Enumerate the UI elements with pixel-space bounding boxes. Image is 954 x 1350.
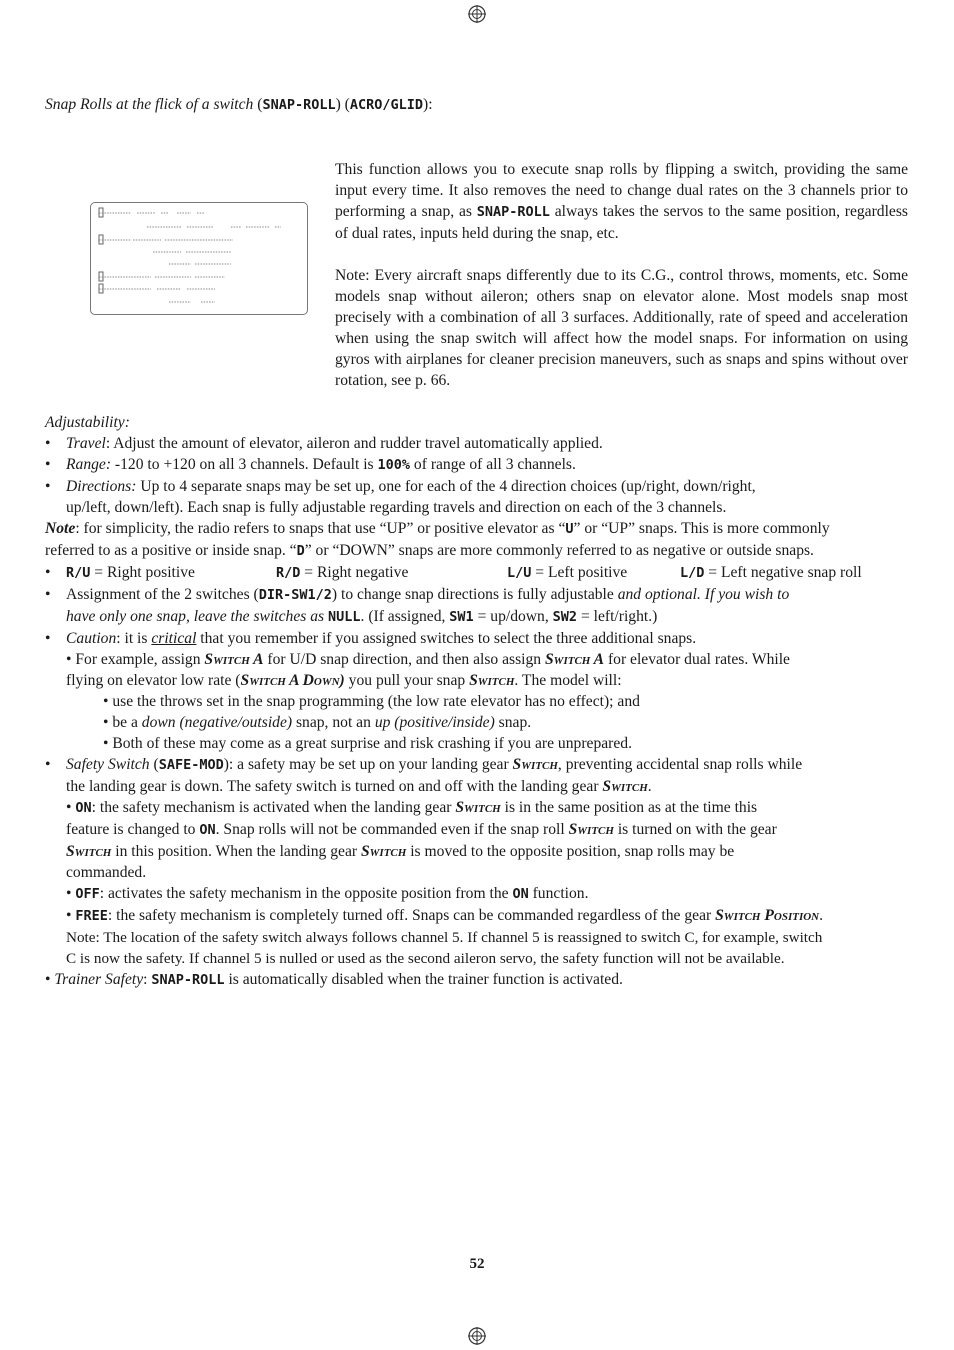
range-text-b: of range of all 3 channels. <box>410 456 576 473</box>
combo-lu <box>507 562 680 584</box>
travel-text: : Adjust the amount of elevator, aileron and rudder travel automatically applied. <box>105 435 603 452</box>
assign-g: = left/right.) <box>577 608 658 625</box>
sub2-c: snap, not an <box>292 714 375 731</box>
sub2-b: down (negative/outside) <box>141 714 293 731</box>
title-code-snap-roll: SNAP-ROLL <box>262 97 336 113</box>
assign-f: = up/down, <box>473 608 553 625</box>
note-label: Note <box>45 520 76 537</box>
combo-text: = Left positive <box>531 564 628 581</box>
trainer-a: is automatically disabled when the trainer function is activated. <box>224 971 623 988</box>
title-code-acro-glid: ACRO/GLID <box>349 97 424 113</box>
example-switch-2: Switch A <box>545 651 605 668</box>
list-item-direction-codes <box>45 562 911 584</box>
safety-label: Safety Switch <box>66 756 150 773</box>
assign-a: Assignment of the 2 switches ( <box>66 586 259 603</box>
example-b: for U/D snap direction, and then also assign <box>263 651 545 668</box>
example-d: flying on elevator low rate ( <box>66 672 241 689</box>
note-2-code: D <box>296 543 305 559</box>
intro-paragraph-1 <box>335 159 908 244</box>
on-switch-2: Switch <box>568 821 614 838</box>
range-label: Range: <box>66 456 112 473</box>
list-item-assignment <box>45 584 911 628</box>
combo-code: L/U <box>507 565 532 581</box>
on-switch-3: Switch <box>66 843 112 860</box>
note-2a: referred to as a positive or inside snap. “ <box>45 542 297 559</box>
safety-a: ): a safety may be set up on your landing gear <box>223 756 513 773</box>
on-e: is turned on with the gear <box>613 821 777 838</box>
assign-sw2-code: SW2 <box>552 609 578 625</box>
directions-label: Directions: <box>66 478 137 495</box>
on-g: is moved to the opposite position, snap rolls may be <box>406 843 735 860</box>
trainer-code: SNAP-ROLL <box>151 972 225 988</box>
bullet: • <box>45 456 51 473</box>
intro-p1-a: This function allows you to execute snap rolls by flipping a switch, providing the same input every time. It also removes the need to change dual rates on the 3 channels prior to performing a snap, as <box>335 161 908 220</box>
sub-item-3: • Both of these may come as a great surprise and risk crashing if you are unprepared. <box>103 735 632 752</box>
caution-label: Caution <box>66 630 117 647</box>
intro-paragraph-2: Note: Every aircraft snaps differently due to its C.G., control throws, moments, etc. Some models snap without aileron; others snap on elevator alone. Most models snap most precisely with a combination of all 3 surfaces. Additionally, rate of speed and acceleration when using the snap switch will affect how the model snaps. For information on using gyros with airplanes for cleaner precision maneuvers, such as snaps and spins without over rotation, see p. 66. <box>335 267 908 389</box>
example-switch-3: Switch A Down) <box>240 672 345 689</box>
note-1-code: U <box>565 521 574 537</box>
caution-b: that you remember if you assigned switches to select the three additional snaps. <box>196 630 697 647</box>
safety-code: SAFE-MOD <box>158 757 224 773</box>
range-code: 100% <box>377 457 411 473</box>
title-lead: Snap Rolls at the flick of a switch <box>45 96 254 113</box>
assign-d: have only one snap, leave the switches as <box>66 608 328 625</box>
example-a: • For example, assign <box>66 651 205 668</box>
combo-rd <box>276 562 507 584</box>
safety-switch: Switch <box>512 756 558 773</box>
list-item-travel <box>45 433 911 454</box>
example-switch-1: Switch A <box>204 651 264 668</box>
bullet: • <box>45 435 51 452</box>
combo-text: = Right positive <box>90 564 195 581</box>
bullet: • <box>45 756 51 773</box>
assign-sw1-code: SW1 <box>449 609 474 625</box>
bullet: • <box>45 478 51 495</box>
page-number: 52 <box>469 1256 485 1272</box>
example-switch-4: Switch <box>469 672 515 689</box>
safety-switch-2: Switch <box>602 778 648 795</box>
combo-code: R/U <box>66 565 91 581</box>
travel-label: Travel <box>66 435 106 452</box>
example-f: . The model will: <box>514 672 622 689</box>
off-code: OFF <box>75 886 100 902</box>
note-2b: ” or “DOWN” snaps are more commonly referred to as negative or outside snaps. <box>304 542 814 559</box>
lcd-pixel-graphic <box>91 203 307 314</box>
list-item-range <box>45 454 911 476</box>
combo-code: L/D <box>680 565 705 581</box>
off-code-2: ON <box>512 886 529 902</box>
list-item-trainer-safety: • Trainer Safety: SNAP-ROLL is automatically disabled when the trainer function is activated. <box>45 971 623 988</box>
combo-ru <box>66 562 276 584</box>
assign-e: . (If assigned, <box>360 608 450 625</box>
intro-p1-code: SNAP-ROLL <box>476 204 550 220</box>
note-paragraph <box>45 518 911 562</box>
free-a: : the safety mechanism is completely turned off. Snaps can be commanded regardless of the gear <box>107 907 716 924</box>
range-text-a: -120 to +120 on all 3 channels. Default is <box>111 456 378 473</box>
note-1a: : for simplicity, the radio refers to snaps that use “UP” or positive elevator as “ <box>75 520 566 537</box>
sub2-d: up (positive/inside) <box>374 714 495 731</box>
on-c: feature is changed to <box>66 821 200 838</box>
safety-note-1: Note: The location of the safety switch always follows channel 5. If channel 5 is reassigned to switch C, for example, switch <box>66 929 823 946</box>
on-f: in this position. When the landing gear <box>111 843 361 860</box>
on-a: : the safety mechanism is activated when the landing gear <box>91 799 456 816</box>
list-item-safety-switch: • Safety Switch (SAFE-MOD): a safety may be set up on your landing gear Switch, preventing accidental snap rolls while the landing gear is down. The safety switch is turned on and off with the landing gear Switch. • ON: the safety mechanism is activated when the landing gear Switch is in the same position as at the time this feature is changed to ON. Snap rolls will not be commanded even if the snap roll Switch is turned on with the gear Switch in this position. When the landing gear Switch is moved to the opposite position, snap rolls may be commanded. • OFF: activates the safety mechanism in the opposite position from the ON function. • FREE: the safety mechanism is completely turned off. Snaps can be commanded regardless of the gear Switch Position. Note: The location of the safety switch always follows channel 5. If channel 5 is reassigned to switch C, for example, switch C is now the safety. If channel 5 is nulled or used as the second aileron servo, the safety function will not be available. <box>45 754 911 969</box>
intro-p1-b: always takes the servos to the same position, regardless of dual rates, inputs held during the snap, etc. <box>335 203 908 242</box>
combo-text: = Right negative <box>300 564 409 581</box>
adjustability-heading <box>45 412 911 433</box>
combo-ld <box>680 562 862 584</box>
directions-text-2: up/left, down/left). Each snap is fully adjustable regarding travels and direction on each of the 3 channels. <box>66 499 727 516</box>
sub2-a: • be a <box>103 714 142 731</box>
registration-mark-bottom-icon <box>467 1326 487 1346</box>
section-title: Snap Rolls at the flick of a switch (SNAP-ROLL) (ACRO/GLID): <box>45 96 433 113</box>
on-code: ON <box>75 800 92 816</box>
adjustability-heading-text: Adjustability: <box>45 414 130 431</box>
safety-b: , preventing accidental snap rolls while <box>557 756 803 773</box>
example-e: you pull your snap <box>344 672 470 689</box>
assign-b: ) to change snap directions is fully adjustable <box>331 586 618 603</box>
bullet: • <box>45 564 51 581</box>
on-b: is in the same position as at the time this <box>500 799 758 816</box>
lcd-screen-illustration <box>90 202 308 315</box>
sub2-e: snap. <box>494 714 532 731</box>
safety-note-2: C is now the safety. If channel 5 is nulled or used as the second aileron servo, the safety function will not be available. <box>66 950 785 967</box>
on-d: . Snap rolls will not be commanded even if the snap roll <box>215 821 569 838</box>
assign-null-code: NULL <box>328 609 361 625</box>
bullet: • <box>45 586 51 603</box>
on-code-2: ON <box>199 822 216 838</box>
assign-c: and optional. If you wish to <box>617 586 790 603</box>
registration-mark-top-icon <box>467 4 487 24</box>
caution-a: : it is <box>116 630 152 647</box>
list-item-caution <box>45 628 911 754</box>
on-switch: Switch <box>455 799 501 816</box>
directions-text-1: Up to 4 separate snaps may be set up, one for each of the 4 direction choices (up/right, down/right, <box>136 478 756 495</box>
off-b: function. <box>528 885 589 902</box>
adjustability-section <box>45 412 911 991</box>
sub-item-2 <box>66 712 911 733</box>
caution-critical: critical <box>151 630 197 647</box>
on-switch-4: Switch <box>360 843 407 860</box>
note-1b: ” or “UP” snaps. This is more commonly <box>573 520 830 537</box>
trainer-label: Trainer Safety <box>54 971 144 988</box>
example-c: for elevator dual rates. While <box>604 651 790 668</box>
off-a: : activates the safety mechanism in the opposite position from the <box>99 885 513 902</box>
sub-item-1: • use the throws set in the snap programming (the low rate elevator has no effect); and <box>103 693 640 710</box>
list-item-directions <box>45 476 911 518</box>
intro-text <box>335 159 908 412</box>
on-h: commanded. <box>66 864 147 881</box>
free-code: FREE <box>75 908 108 924</box>
bullet: • <box>45 630 51 647</box>
safety-c: the landing gear is down. The safety switch is turned on and off with the landing gear <box>66 778 603 795</box>
assign-code: DIR-SW1/2 <box>258 587 332 603</box>
combo-code: R/D <box>276 565 301 581</box>
free-switch-position: Switch Position <box>715 907 820 924</box>
combo-text: = Left negative snap roll <box>704 564 862 581</box>
